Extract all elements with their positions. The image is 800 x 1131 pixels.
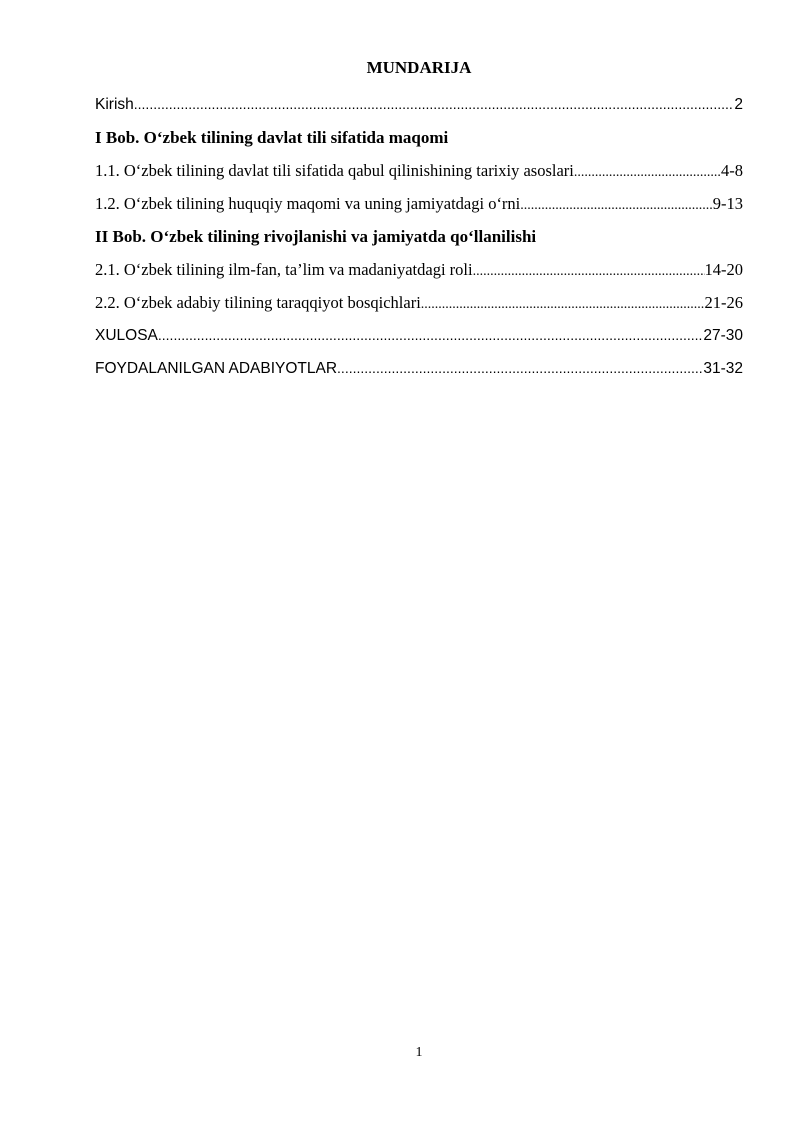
toc-page-ref: 21-26	[704, 293, 743, 312]
toc-page-ref: 2	[734, 96, 743, 113]
toc-entry-text: Kirish	[95, 96, 134, 113]
toc-dot-leader	[158, 319, 703, 352]
toc-entry-1-1[interactable]	[95, 154, 743, 187]
toc-dot-leader	[473, 255, 705, 286]
toc-dot-leader	[421, 288, 705, 319]
toc-entry-xulosa[interactable]	[95, 319, 743, 352]
toc-entry-text: 1.1. O‘zbek tilining davlat tili sifatida qabul qilinishining tarixiy asoslari	[95, 161, 574, 180]
toc-entry-text: XULOSA	[95, 327, 158, 344]
toc-dot-leader	[520, 189, 712, 220]
toc-dot-leader	[574, 156, 721, 187]
toc-chapter-1[interactable]	[95, 121, 743, 154]
toc-chapter-text: II Bob. O‘zbek tilining rivojlanishi va jamiyatda qo‘llanilishi	[95, 227, 537, 246]
toc-chapter-2[interactable]	[95, 220, 743, 253]
toc-entry-text: 1.2. O‘zbek tilining huquqiy maqomi va uning jamiyatdagi o‘rni	[95, 194, 521, 213]
toc-page-ref: 4-8	[721, 161, 743, 180]
toc-dot-leader	[134, 88, 735, 121]
toc-entry-1-2[interactable]	[95, 187, 743, 220]
toc-entry-text: FOYDALANILGAN ADABIYOTLAR	[95, 360, 338, 377]
toc-entry-text: 2.1. O‘zbek tilining ilm-fan, ta’lim va madaniyatdagi roli	[95, 260, 473, 279]
page-title: MUNDARIJA	[366, 58, 472, 77]
toc-page-ref: 27-30	[703, 327, 743, 344]
table-of-contents	[95, 88, 743, 385]
toc-entry-adabiyotlar[interactable]	[95, 352, 743, 385]
toc-page-ref: 31-32	[703, 360, 743, 377]
toc-page-ref: 9-13	[712, 194, 743, 213]
page-number: 1	[415, 1045, 423, 1060]
toc-chapter-text: I Bob. O‘zbek tilining davlat tili sifatida maqomi	[95, 128, 449, 147]
toc-entry-2-2[interactable]	[95, 286, 743, 319]
toc-dot-leader	[337, 352, 703, 385]
toc-page-ref: 14-20	[704, 260, 743, 279]
toc-entry-text: 2.2. O‘zbek adabiy tilining taraqqiyot bosqichlari	[95, 293, 421, 312]
toc-entry-kirish[interactable]	[95, 88, 743, 121]
toc-entry-2-1[interactable]	[95, 253, 743, 286]
